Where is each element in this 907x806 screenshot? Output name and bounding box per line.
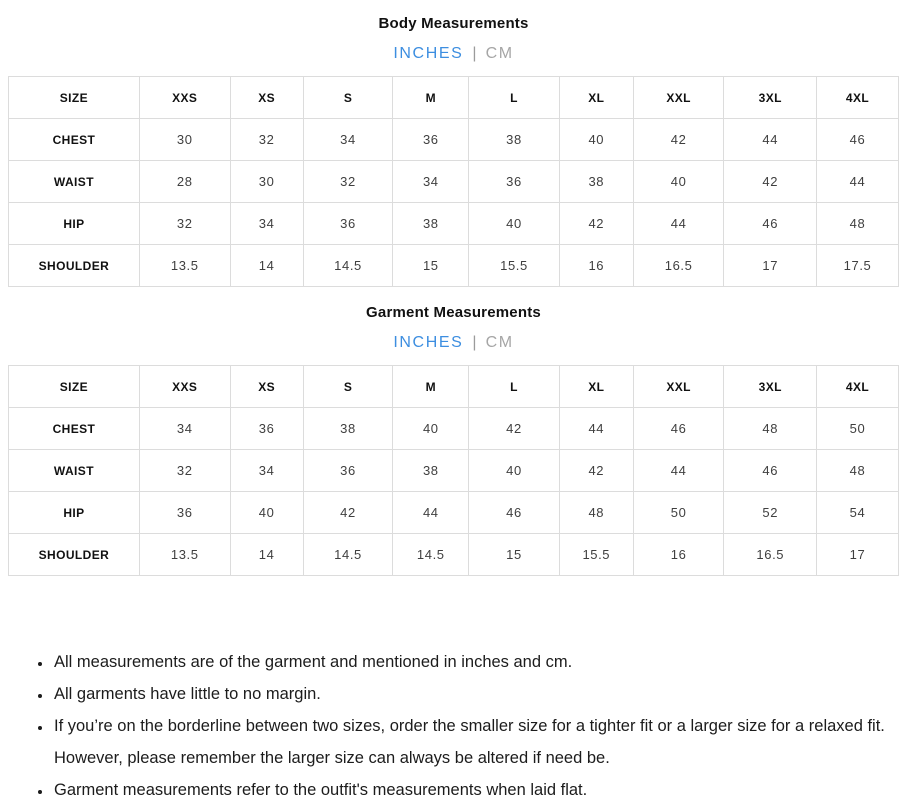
unit-divider: | — [472, 45, 477, 62]
measurement-cell: 14.5 — [303, 534, 393, 576]
body-measurements-title: Body Measurements — [378, 15, 529, 32]
measurement-cell: 36 — [303, 203, 393, 245]
measurement-cell: 34 — [303, 119, 393, 161]
measurement-row — [9, 492, 899, 534]
measurement-cell: 13.5 — [139, 245, 230, 287]
measurement-cell: 13.5 — [139, 534, 230, 576]
measurement-cell: 36 — [139, 492, 230, 534]
measurement-cell: 48 — [817, 450, 899, 492]
measurement-cell: 38 — [559, 161, 633, 203]
size-column-header: XS — [230, 366, 303, 408]
measurement-cell: 38 — [393, 450, 469, 492]
measurement-cell: 46 — [724, 203, 817, 245]
measurement-cell: 38 — [469, 119, 560, 161]
measurement-cell: 15 — [469, 534, 560, 576]
measurement-cell: 15.5 — [469, 245, 560, 287]
row-label: CHEST — [9, 408, 140, 450]
body-measurements-table — [8, 76, 899, 287]
measurement-cell: 40 — [559, 119, 633, 161]
measurement-cell: 40 — [469, 203, 560, 245]
measurement-cell: 17.5 — [817, 245, 899, 287]
measurement-cell: 40 — [230, 492, 303, 534]
measurement-cell: 14 — [230, 245, 303, 287]
unit-divider: | — [472, 334, 477, 351]
table-header-row — [9, 77, 899, 119]
notes-list — [0, 646, 887, 806]
measurement-cell: 16.5 — [724, 534, 817, 576]
measurement-cell: 54 — [817, 492, 899, 534]
measurement-cell: 40 — [469, 450, 560, 492]
measurement-cell: 50 — [817, 408, 899, 450]
measurement-cell: 32 — [139, 450, 230, 492]
size-corner-header: SIZE — [9, 366, 140, 408]
measurement-cell: 34 — [393, 161, 469, 203]
measurement-cell: 50 — [633, 492, 724, 534]
measurement-cell: 42 — [724, 161, 817, 203]
measurement-cell: 38 — [393, 203, 469, 245]
cm-unit-button[interactable]: CM — [485, 45, 514, 62]
measurement-cell: 46 — [724, 450, 817, 492]
inches-unit-button[interactable]: INCHES — [393, 334, 464, 351]
measurement-row — [9, 161, 899, 203]
size-column-header: XXS — [139, 77, 230, 119]
note-item: • Garment measurements refer to the outfit's measurements when laid flat. — [52, 774, 887, 806]
measurement-cell: 14 — [230, 534, 303, 576]
measurement-cell: 36 — [393, 119, 469, 161]
measurement-cell: 46 — [817, 119, 899, 161]
size-column-header: L — [469, 77, 560, 119]
measurement-cell: 32 — [139, 203, 230, 245]
note-item: • All measurements are of the garment and mentioned in inches and cm. — [52, 646, 887, 678]
measurement-cell: 42 — [559, 203, 633, 245]
size-column-header: 3XL — [724, 77, 817, 119]
row-label: HIP — [9, 492, 140, 534]
row-label: CHEST — [9, 119, 140, 161]
size-column-header: M — [393, 366, 469, 408]
size-column-header: M — [393, 77, 469, 119]
note-item: • All garments have little to no margin. — [52, 678, 887, 710]
size-column-header: XL — [559, 366, 633, 408]
size-column-header: 4XL — [817, 366, 899, 408]
measurement-cell: 34 — [139, 408, 230, 450]
measurement-row — [9, 450, 899, 492]
inches-unit-button[interactable]: INCHES — [393, 45, 464, 62]
measurement-cell: 42 — [469, 408, 560, 450]
measurement-cell: 16 — [633, 534, 724, 576]
size-column-header: 3XL — [724, 366, 817, 408]
unit-toggle — [0, 44, 907, 63]
garment-measurements-title: Garment Measurements — [366, 304, 541, 321]
size-column-header: L — [469, 366, 560, 408]
note-item: • If you’re on the borderline between two sizes, order the smaller size for a tighter fit or a larger size for a relaxed fit. However, please remember the larger size can always be altered if need be. — [52, 710, 887, 774]
measurement-cell: 14.5 — [303, 245, 393, 287]
measurement-row — [9, 203, 899, 245]
measurement-cell: 16.5 — [633, 245, 724, 287]
measurement-cell: 14.5 — [393, 534, 469, 576]
size-column-header: XL — [559, 77, 633, 119]
garment-measurements-section — [0, 289, 907, 576]
measurement-cell: 34 — [230, 450, 303, 492]
measurement-cell: 42 — [303, 492, 393, 534]
measurement-row — [9, 245, 899, 287]
measurement-cell: 15.5 — [559, 534, 633, 576]
measurement-cell: 44 — [724, 119, 817, 161]
measurement-cell: 15 — [393, 245, 469, 287]
measurement-cell: 48 — [817, 203, 899, 245]
measurement-cell: 46 — [633, 408, 724, 450]
size-column-header: XXL — [633, 366, 724, 408]
measurement-cell: 52 — [724, 492, 817, 534]
measurement-cell: 30 — [139, 119, 230, 161]
measurement-cell: 42 — [559, 450, 633, 492]
measurement-cell: 48 — [724, 408, 817, 450]
measurement-cell: 44 — [559, 408, 633, 450]
measurement-cell: 32 — [230, 119, 303, 161]
size-column-header: S — [303, 366, 393, 408]
measurement-cell: 44 — [817, 161, 899, 203]
measurement-cell: 17 — [817, 534, 899, 576]
measurement-cell: 28 — [139, 161, 230, 203]
measurement-cell: 17 — [724, 245, 817, 287]
measurement-cell: 16 — [559, 245, 633, 287]
measurement-cell: 44 — [633, 203, 724, 245]
measurement-cell: 48 — [559, 492, 633, 534]
measurement-cell: 36 — [469, 161, 560, 203]
measurement-cell: 34 — [230, 203, 303, 245]
row-label: WAIST — [9, 450, 140, 492]
size-column-header: S — [303, 77, 393, 119]
size-column-header: XXS — [139, 366, 230, 408]
measurement-row — [9, 119, 899, 161]
size-column-header: 4XL — [817, 77, 899, 119]
measurement-row — [9, 408, 899, 450]
row-label: SHOULDER — [9, 245, 140, 287]
measurement-cell: 30 — [230, 161, 303, 203]
size-corner-header: SIZE — [9, 77, 140, 119]
size-column-header: XS — [230, 77, 303, 119]
unit-toggle — [0, 333, 907, 352]
row-label: SHOULDER — [9, 534, 140, 576]
measurement-cell: 44 — [393, 492, 469, 534]
measurement-cell: 36 — [230, 408, 303, 450]
measurement-cell: 42 — [633, 119, 724, 161]
cm-unit-button[interactable]: CM — [485, 334, 514, 351]
measurement-cell: 40 — [393, 408, 469, 450]
measurement-cell: 36 — [303, 450, 393, 492]
measurement-cell: 38 — [303, 408, 393, 450]
body-measurements-section — [0, 0, 907, 287]
size-column-header: XXL — [633, 77, 724, 119]
measurement-cell: 32 — [303, 161, 393, 203]
row-label: HIP — [9, 203, 140, 245]
table-header-row — [9, 366, 899, 408]
measurement-row — [9, 534, 899, 576]
garment-measurements-table — [8, 365, 899, 576]
measurement-cell: 40 — [633, 161, 724, 203]
measurement-cell: 46 — [469, 492, 560, 534]
measurement-cell: 44 — [633, 450, 724, 492]
row-label: WAIST — [9, 161, 140, 203]
